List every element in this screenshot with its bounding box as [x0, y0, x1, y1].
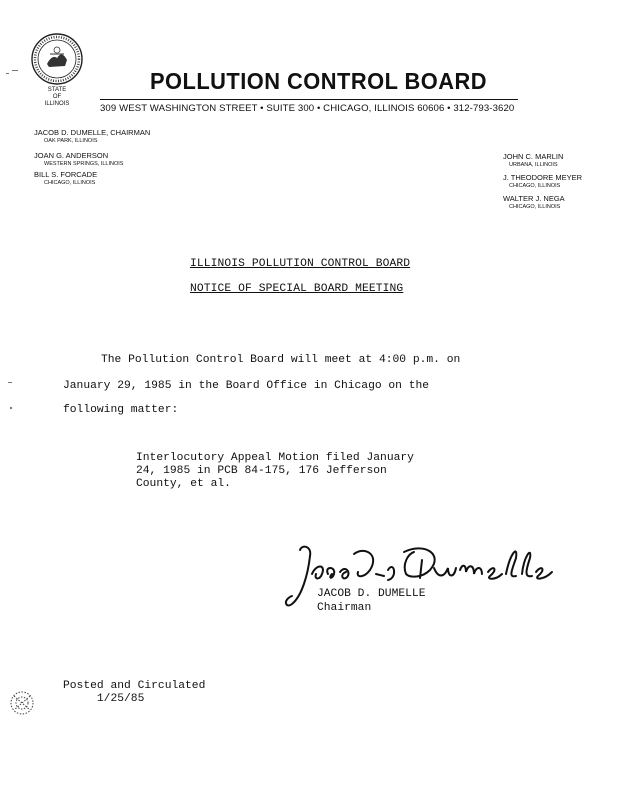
board-member: [34, 152, 123, 168]
board-member: [503, 195, 565, 211]
member-location: CHICAGO, ILLINOIS: [509, 204, 561, 210]
board-member: [34, 129, 150, 145]
scan-speck: [6, 73, 9, 74]
meeting-matter: Interlocutory Appeal Motion filed January 24, 1985 in PCB 84-175, 176 Jefferson County, et al.: [136, 452, 414, 490]
board-address: 309 WEST WASHINGTON STREET • SUITE 300 • CHICAGO, ILLINOIS 60606 • 312-793-3620: [100, 103, 515, 114]
notice-body-line: January 29, 1985 in the Board Office in Chicago on the: [63, 380, 430, 392]
seal-caption-line: STATE: [47, 87, 67, 93]
letterhead-rule: [100, 99, 518, 100]
member-name: JOAN G. ANDERSON: [34, 151, 109, 160]
stamp-mark-icon: [8, 688, 36, 718]
seal-caption-line: OF: [52, 94, 62, 100]
member-name: WALTER J. NEGA: [503, 194, 565, 203]
member-location: OAK PARK, ILLINOIS: [44, 138, 98, 144]
board-member: [503, 174, 582, 190]
member-name: BILL S. FORCADE: [34, 170, 98, 179]
member-location: WESTERN SPRINGS, ILLINOIS: [44, 161, 124, 167]
signatory-name-title: JACOB D. DUMELLE Chairman: [317, 588, 426, 614]
notice-body-line: following matter:: [63, 404, 179, 416]
member-location: CHICAGO, ILLINOIS: [509, 183, 561, 189]
member-name: J. THEODORE MEYER: [503, 173, 583, 182]
notice-heading-meeting: NOTICE OF SPECIAL BOARD MEETING: [190, 283, 404, 295]
member-location: URBANA, ILLINOIS: [509, 162, 558, 168]
board-name-heading: POLLUTION CONTROL BOARD: [150, 68, 488, 94]
state-seal-icon: [30, 32, 84, 86]
posted-circulated-note: Posted and Circulated 1/25/85: [63, 680, 206, 705]
member-name: JOHN C. MARLIN: [503, 152, 564, 161]
notice-body-line: The Pollution Control Board will meet at 4:00 p.m. on: [101, 354, 461, 366]
board-member: [34, 171, 97, 187]
scan-speck: [8, 382, 12, 383]
notice-heading-board: ILLINOIS POLLUTION CONTROL BOARD: [190, 258, 411, 270]
board-member: [503, 153, 563, 169]
scan-speck: [10, 407, 12, 409]
member-location: CHICAGO, ILLINOIS: [44, 180, 96, 186]
scan-speck: [12, 70, 18, 71]
member-name: JACOB D. DUMELLE, CHAIRMAN: [34, 128, 151, 137]
seal-caption: [34, 87, 80, 108]
seal-caption-line: ILLINOIS: [44, 101, 70, 107]
